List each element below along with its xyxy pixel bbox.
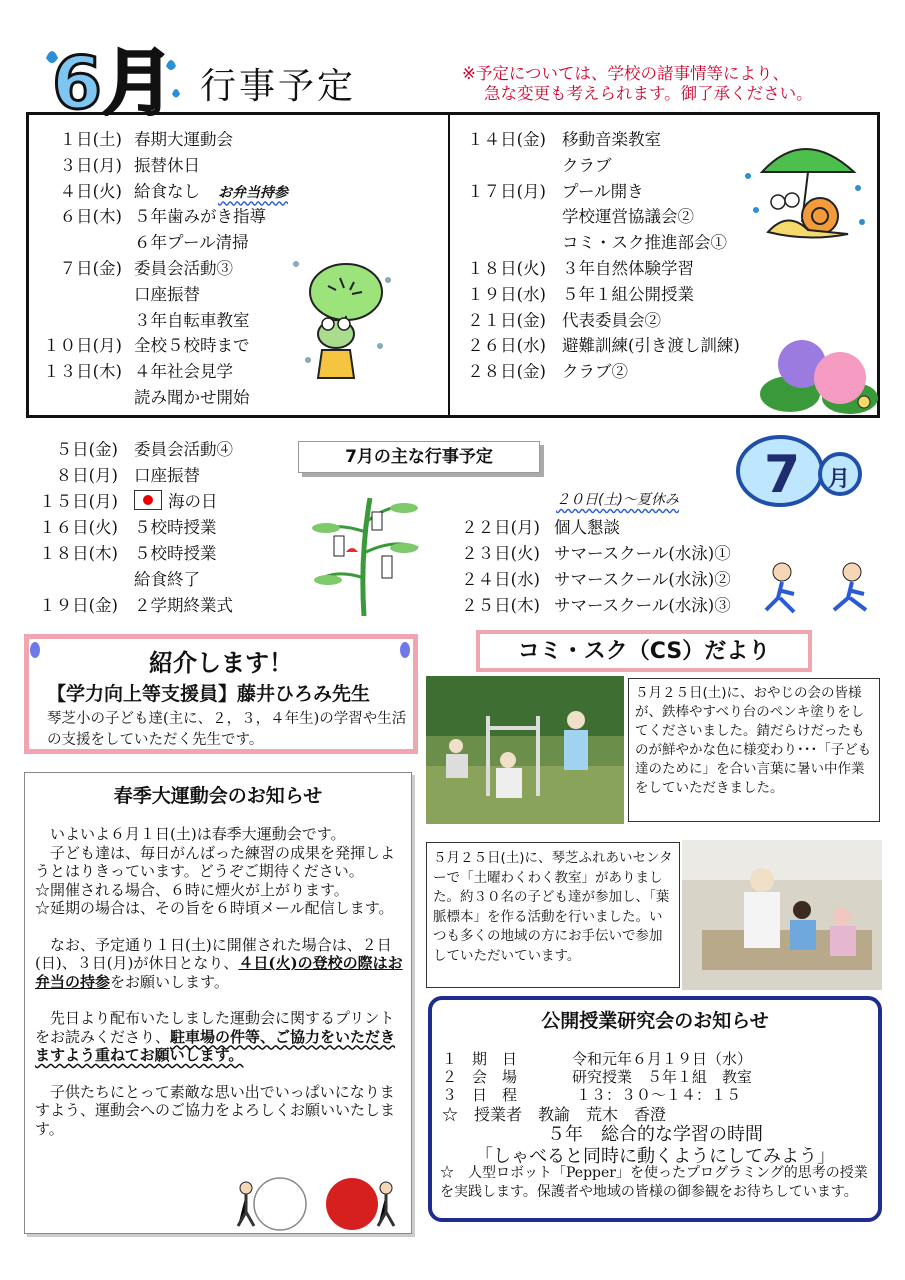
schedule-event-wrap <box>554 566 731 590</box>
schedule-date: １日(土) <box>59 130 122 149</box>
schedule-event: コミ・スク推進部会① <box>562 233 727 253</box>
schedule-event-wrap <box>554 540 731 564</box>
schedule-date: ７日(金) <box>59 259 122 278</box>
schedule-item <box>30 384 250 407</box>
sports-day-title: 春季大運動会のお知らせ <box>113 785 323 807</box>
bring-lunch-note: お弁当持参 <box>218 184 288 201</box>
summer-vacation-note: ２０日(土)～夏休み <box>556 492 679 508</box>
paragraph: 子供たちにとって素敵な思い出でいっぱいになりますよう、運動会へのご協力をよろしくお願いいたします。 <box>35 1082 396 1138</box>
june-month-badge <box>40 38 180 116</box>
schedule-event: ５年歯みがき指導 <box>134 207 266 227</box>
schedule-event: サマースクール(水泳)③ <box>554 596 731 615</box>
painting-volunteers-photo <box>426 676 624 824</box>
july-section-title: 7月の主な行事予定 <box>298 441 540 473</box>
detail-value: 令和元年６月１９日（水） <box>572 1050 753 1068</box>
schedule-event-wrap <box>562 255 694 279</box>
schedule-note-line: ※予定については、学校の諸事情等により、 <box>462 64 789 83</box>
pin-icon <box>400 642 410 658</box>
july-month-badge <box>736 434 864 508</box>
schedule-item <box>454 229 727 253</box>
schedule-event: ３年自然体験学習 <box>562 259 694 278</box>
schedule-date: １３日(木) <box>43 362 122 382</box>
schedule-date: １４日(金) <box>467 130 546 149</box>
schedule-date: ２８日(金) <box>467 362 546 382</box>
schedule-event-wrap <box>134 307 250 331</box>
schedule-event: 海の日 <box>168 492 218 511</box>
schedule-date: １８日(火) <box>467 259 546 278</box>
paragraph: ☆開催される場合、６時に煙火が上がります。 <box>35 880 349 899</box>
schedule-event: 個人懇談 <box>554 518 620 537</box>
schedule-item <box>454 178 644 202</box>
schedule-item <box>30 229 249 253</box>
schedule-item <box>454 255 694 279</box>
schedule-item <box>30 255 233 279</box>
schedule-date: ２２日(月) <box>461 518 540 537</box>
snail-umbrella-illustration <box>742 132 868 242</box>
schedule-date: ８日(月) <box>55 466 118 485</box>
lunch-notice-emphasis: ４日(火)の登校の際はお弁当の持参 <box>35 954 403 991</box>
schedule-event-wrap <box>562 152 612 176</box>
leaf-workshop-photo <box>682 840 882 990</box>
schedule-event-wrap <box>134 126 233 150</box>
schedule-item <box>30 178 288 202</box>
schedule-event-wrap <box>562 281 694 305</box>
schedule-item <box>30 203 266 227</box>
schedule-event: サマースクール(水泳)① <box>554 544 731 563</box>
schedule-item <box>30 307 250 330</box>
svg-text:7: 7 <box>764 445 801 505</box>
schedule-item <box>26 540 217 564</box>
schedule-event-wrap <box>554 514 620 538</box>
schedule-date: １９日(水) <box>467 284 546 304</box>
schedule-event-wrap <box>134 229 249 253</box>
schedule-event: 委員会活動③ <box>134 259 233 278</box>
schedule-event-wrap <box>562 229 727 253</box>
schedule-item <box>26 436 233 460</box>
schedule-date: １６日(火) <box>39 518 118 537</box>
schedule-item <box>454 332 740 356</box>
sports-day-notice <box>24 772 412 1234</box>
community-school-report-2: ５月２５日(土)に、琴芝ふれあいセンターで「土曜わくわく教室」がありました。約３０名の子ども達が参加し、「葉脈標本」を作る活動を行いました。いつも多くの地域の方にお手伝いで参加していただいています。 <box>426 842 680 988</box>
open-class-notice <box>428 996 882 1222</box>
schedule-event: クラブ <box>562 155 612 175</box>
instructor-line: ☆ 授業者 教諭 荒木 香澄 <box>442 1105 667 1124</box>
frog-umbrella-illustration <box>288 250 398 390</box>
schedule-item <box>448 514 620 538</box>
schedule-event-wrap <box>134 178 288 202</box>
schedule-date: ２４日(水) <box>461 570 540 589</box>
schedule-item <box>454 203 694 227</box>
schedule-item <box>30 358 233 382</box>
schedule-date: ２１日(金) <box>467 310 546 330</box>
schedule-event: ５年１組公開授業 <box>562 284 694 304</box>
schedule-event-wrap <box>134 540 217 564</box>
introduction-description: 琴芝小の子ども達(主に、２，３，４年生)の学習や生活の支援をしていただく先生です。 <box>47 711 407 748</box>
schedule-item <box>26 592 233 616</box>
schedule-event-wrap <box>134 436 233 460</box>
parking-request-emphasis: 駐車場の件等、ご協力をいただきますよう重ねてお願いします。 <box>35 1027 396 1064</box>
schedule-item <box>26 488 218 512</box>
introduction-role: 【学力向上等支援員】藤井ひろみ先生 <box>47 683 371 705</box>
schedule-item <box>454 152 612 175</box>
schedule-event-wrap <box>562 126 661 150</box>
schedule-event: ４年社会見学 <box>134 362 233 382</box>
pin-icon <box>30 642 40 658</box>
schedule-event-wrap <box>134 152 200 176</box>
text-span: 先日より配布いたしました運動会に関するプリントをお読みくださり、 <box>35 1009 395 1046</box>
japan-flag-icon <box>134 490 162 510</box>
schedule-item <box>448 566 731 590</box>
schedule-event: クラブ② <box>562 362 628 382</box>
schedule-event-wrap <box>134 332 250 356</box>
schedule-event: 振替休日 <box>134 155 200 175</box>
schedule-date: １９日(金) <box>39 596 118 615</box>
paragraph: いよいよ６月１日(土)は春季大運動会です。 <box>50 825 346 843</box>
june-column-divider <box>448 112 450 418</box>
schedule-event: 代表委員会② <box>562 310 661 330</box>
paragraph: 子ども達は、毎日がんばった練習の成果を発揮しようとはりきっています。どうぞご期待ください。 <box>35 843 396 880</box>
detail-value: １３：３０～１４：１５ <box>576 1086 742 1104</box>
schedule-event: 避難訓練(引き渡し訓練) <box>562 336 740 356</box>
paragraph: ☆延期の場合は、その旨を６時頃メール配信します。 <box>35 899 394 917</box>
schedule-event-wrap <box>554 592 731 616</box>
schedule-event: 給食終了 <box>134 570 200 589</box>
schedule-event-wrap <box>134 358 233 382</box>
schedule-item <box>30 281 200 304</box>
schedule-date: ２３日(火) <box>461 544 540 563</box>
schedule-event: ５校時授業 <box>134 518 217 537</box>
schedule-event: 口座振替 <box>134 466 200 485</box>
month-glyph: 6月 <box>52 41 175 116</box>
schedule-event-wrap <box>562 332 740 356</box>
schedule-event-wrap <box>134 514 217 538</box>
schedule-note-line: 急な変更も考えられます。御了承ください。 <box>484 84 813 103</box>
schedule-event-wrap <box>562 178 644 202</box>
ball-rolling-illustration <box>232 1176 402 1232</box>
schedule-event-wrap <box>134 592 233 616</box>
schedule-item <box>30 126 233 150</box>
paragraph <box>35 936 407 992</box>
schedule-item <box>454 126 661 150</box>
schedule-item <box>30 152 200 176</box>
schedule-event-wrap <box>134 203 266 227</box>
community-school-title: コミ・スク（CS）だより <box>476 630 812 672</box>
schedule-date: ２５日(木) <box>461 596 540 615</box>
schedule-item <box>454 307 661 331</box>
schedule-event: 給食なし <box>134 181 200 201</box>
schedule-event: 読み聞かせ開始 <box>134 388 250 407</box>
schedule-item <box>454 358 628 382</box>
paragraph <box>35 1009 407 1065</box>
open-class-title: 公開授業研究会のお知らせ <box>541 1010 769 1032</box>
schedule-date: ６日(木) <box>59 207 122 227</box>
schedule-event: 口座振替 <box>134 284 200 304</box>
schedule-event: 学校運営協議会② <box>562 207 694 227</box>
schedule-item <box>454 281 694 305</box>
schedule-date: １８日(木) <box>39 544 118 563</box>
tanabata-bamboo-illustration <box>306 492 424 618</box>
schedule-note <box>462 64 813 104</box>
subject-line: ５年 総合的な学習の時間 <box>547 1124 763 1145</box>
schedule-item <box>26 566 200 589</box>
schedule-event-wrap <box>562 203 694 227</box>
lesson-theme: 「しゃべると同時に動くようにしてみよう」 <box>475 1146 835 1167</box>
schedule-date: ２６日(水) <box>467 336 546 356</box>
schedule-event-wrap <box>134 488 218 512</box>
introduction-box <box>24 634 418 754</box>
schedule-event: 春期大運動会 <box>134 130 233 149</box>
open-class-description: ☆ 人型ロボット「Pepper」を使ったプログラミング的思考の授業を実践します。保護者や地域の皆様の御参観をお待ちしています。 <box>440 1165 868 1200</box>
children-running-illustration <box>760 560 884 616</box>
schedule-event: 全校５校時まで <box>134 336 250 356</box>
schedule-date: １０日(月) <box>43 336 122 356</box>
text-span: なお、予定通り１日(土)に開催された場合は、２日(日)、３日(月)が休日となり、 <box>35 935 392 972</box>
schedule-event: ６年プール清掃 <box>134 233 249 253</box>
schedule-item <box>26 514 217 538</box>
schedule-event: サマースクール(水泳)② <box>554 570 731 589</box>
schedule-item <box>26 462 200 486</box>
schedule-date: １５日(月) <box>39 492 118 511</box>
schedule-event: 移動音楽教室 <box>562 130 661 149</box>
hydrangea-illustration <box>760 334 880 416</box>
schedule-event: ２学期終業式 <box>134 596 233 615</box>
detail-label: ３ 日 程 <box>442 1086 518 1104</box>
schedule-event: プール開き <box>562 181 644 201</box>
schedule-event: 委員会活動④ <box>134 440 233 459</box>
schedule-event: ３年自転車教室 <box>134 310 250 330</box>
schedule-event-wrap <box>134 384 250 408</box>
schedule-date: ４日(火) <box>59 181 122 201</box>
detail-value: 研究授業 ５年１組 教室 <box>572 1068 753 1086</box>
community-school-report-1: ５月２５日(土)に、おやじの会の皆様が、鉄棒やすべり台のペンキ塗りをしてくださいました。錆だらけだったものが鮮やかな色に様変わり･･･「子ども達のために」を合い言葉に暑い中作業をしていただきました。 <box>628 678 880 822</box>
schedule-item <box>30 332 250 356</box>
page-title: 行事予定 <box>200 66 357 107</box>
schedule-item <box>448 592 731 616</box>
schedule-date: ５日(金) <box>55 440 118 459</box>
schedule-event-wrap <box>134 255 233 279</box>
schedule-item <box>448 540 731 564</box>
schedule-event-wrap <box>562 358 628 382</box>
sports-day-body <box>35 825 407 1138</box>
schedule-event-wrap <box>134 281 200 305</box>
schedule-date: ３日(月) <box>59 155 122 175</box>
detail-label: ２ 会 場 <box>442 1068 518 1086</box>
detail-label: １ 期 日 <box>442 1050 518 1068</box>
schedule-event-wrap <box>562 307 661 331</box>
text-span: をお願いします。 <box>110 972 229 991</box>
schedule-event-wrap <box>134 462 200 486</box>
introduction-title: 紹介します！ <box>149 649 293 677</box>
schedule-event-wrap <box>134 566 200 590</box>
schedule-event: ５校時授業 <box>134 544 217 563</box>
schedule-date: １７日(月) <box>467 181 546 201</box>
svg-text:月: 月 <box>828 467 851 492</box>
